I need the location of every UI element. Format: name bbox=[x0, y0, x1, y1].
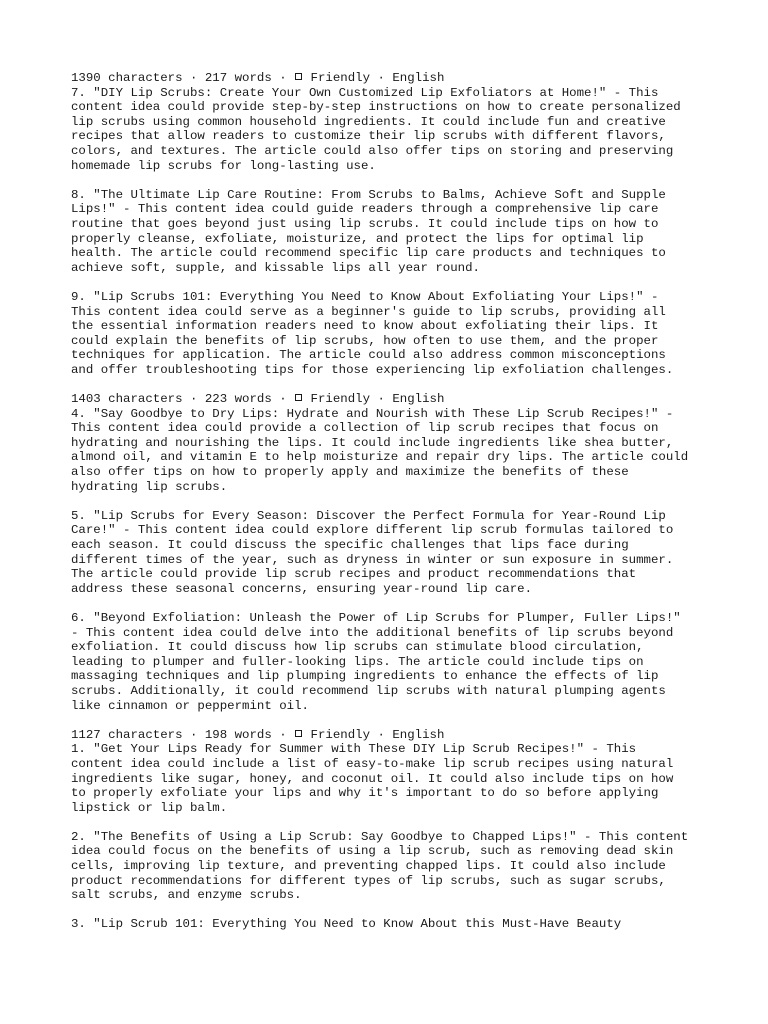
tone-label: Friendly bbox=[310, 727, 371, 742]
character-count: 1403 characters bbox=[71, 392, 183, 407]
word-count: 223 words bbox=[204, 392, 272, 407]
content-block-3 bbox=[71, 728, 711, 932]
content-block-1 bbox=[71, 71, 711, 377]
content-idea-paragraph: 3. "Lip Scrub 101: Everything You Need to Know About this Must-Have Beauty bbox=[71, 917, 622, 932]
language-label: English bbox=[392, 727, 445, 742]
language-label: English bbox=[392, 392, 445, 407]
content-idea-paragraph: 1. "Get Your Lips Ready for Summer with These DIY Lip Scrub Recipes!" - This content idea could include a list of easy-to-make lip scrub recipes using natural ingredients like sugar, honey, and coconut oil. It could also include tips on how to properly exfoliate your lips and why it's important to do so before applying lipstick or lip balm. bbox=[71, 742, 674, 815]
block-meta: 1390 characters · 217 words · Friendly · English bbox=[71, 71, 445, 85]
square-icon bbox=[295, 394, 302, 401]
language-label: English bbox=[392, 71, 445, 85]
document-page bbox=[71, 71, 711, 932]
square-icon bbox=[295, 730, 302, 737]
content-idea-paragraph: 8. "The Ultimate Lip Care Routine: From Scrubs to Balms, Achieve Soft and Supple Lips!" - This content idea could guide readers through a comprehensive lip care routine that goes beyond just using lip scrubs. It could include tips on how to properly cleanse, exfoliate, moisturize, and protect the lips for optimal lip health. The article could recommend specific lip care products and techniques to achieve soft, supple, and kissable lips all year round. bbox=[71, 187, 666, 275]
content-idea-paragraph: 5. "Lip Scrubs for Every Season: Discover the Perfect Formula for Year-Round Lip Care!" - This content idea could explore different lip scrub formulas tailored to each season. It could discuss the specific challenges that lips face during different times of the year, such as dryness in winter or sun exposure in summer. The article could provide lip scrub recipes and product recommendations that address these seasonal concerns, ensuring year-round lip care. bbox=[71, 508, 674, 596]
tone-label: Friendly bbox=[310, 71, 371, 85]
block-meta: 1403 characters · 223 words · Friendly · English bbox=[71, 392, 445, 407]
content-idea-paragraph: 2. "The Benefits of Using a Lip Scrub: Say Goodbye to Chapped Lips!" - This content idea could focus on the benefits of using a lip scrub, such as removing dead skin cells, improving lip texture, and preventing chapped lips. It could also include product recommendations for different types of lip scrubs, such as sugar scrubs, salt scrubs, and enzyme scrubs. bbox=[71, 829, 689, 903]
content-idea-paragraph: 6. "Beyond Exfoliation: Unleash the Power of Lip Scrubs for Plumper, Fuller Lips!" - This content idea could delve into the additional benefits of lip scrubs beyond exfoliation. It could discuss how lip scrubs can stimulate blood circulation, leading to plumper and fuller-looking lips. The article could include tips on massaging techniques and lip plumping ingredients to enhance the effects of lip scrubs. Additionally, it could recommend lip scrubs with natural plumping agents like cinnamon or peppermint oil. bbox=[71, 610, 681, 713]
character-count: 1390 characters bbox=[71, 71, 183, 85]
word-count: 217 words bbox=[204, 71, 272, 85]
block-meta: 1127 characters · 198 words · Friendly · English bbox=[71, 727, 445, 742]
content-idea-paragraph: 4. "Say Goodbye to Dry Lips: Hydrate and Nourish with These Lip Scrub Recipes!" - This content idea could provide a collection of lip scrub recipes that focus on hydrating and nourishing the lips. It could include ingredients like shea butter, almond oil, and vitamin E to help moisturize and repair dry lips. The article could also offer tips on how to properly apply and maximize the benefits of these hydrating lip scrubs. bbox=[71, 406, 689, 494]
content-block-2 bbox=[71, 392, 711, 713]
tone-label: Friendly bbox=[310, 392, 371, 407]
square-icon bbox=[295, 73, 302, 80]
character-count: 1127 characters bbox=[71, 727, 183, 742]
content-idea-paragraph: 9. "Lip Scrubs 101: Everything You Need to Know About Exfoliating Your Lips!" - This content idea could serve as a beginner's guide to lip scrubs, providing all the essential information readers need to know about exfoliating their lips. It could explain the benefits of lip scrubs, how often to use them, and the proper techniques for application. The article could also address common misconceptions and offer troubleshooting tips for those experiencing lip exfoliation challenges. bbox=[71, 289, 674, 377]
content-idea-paragraph: 7. "DIY Lip Scrubs: Create Your Own Customized Lip Exfoliators at Home!" - This content idea could provide step-by-step instructions on how to create personalized lip scrubs using common household ingredients. It could include fun and creative recipes that allow readers to customize their lip scrubs with different flavors, colors, and textures. The article could also offer tips on storing and preserving homemade lip scrubs for long-lasting use. bbox=[71, 85, 681, 173]
word-count: 198 words bbox=[204, 727, 272, 742]
